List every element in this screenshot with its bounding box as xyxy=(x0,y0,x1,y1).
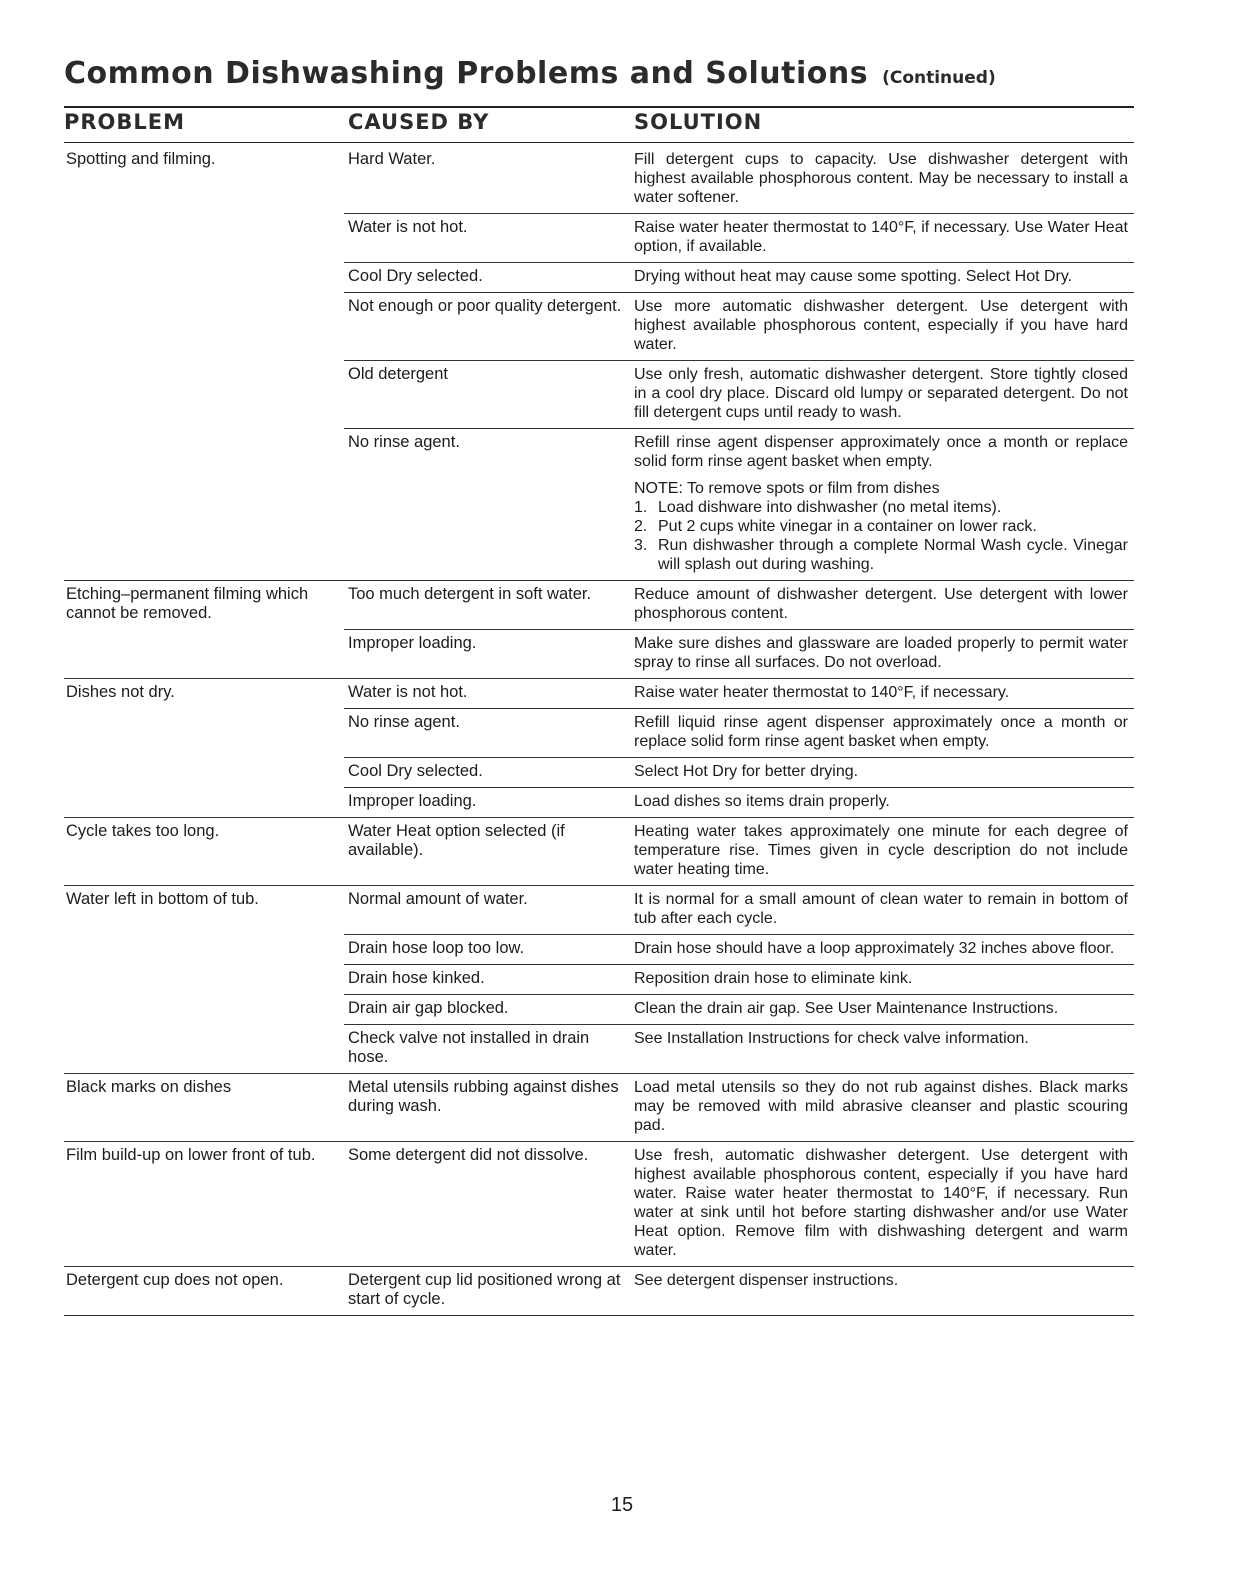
header-rule xyxy=(64,142,1134,143)
solution-text: Select Hot Dry for better drying. xyxy=(634,763,859,780)
table-row xyxy=(344,1024,1134,1073)
header-problem: PROBLEM xyxy=(64,110,186,134)
page-title xyxy=(64,56,996,91)
solution-text: Drying without heat may cause some spotting. Select Hot Dry. xyxy=(634,268,1073,285)
table-row xyxy=(344,757,1134,787)
solution-text: See Installation Instructions for check valve information. xyxy=(634,1030,1029,1047)
title-continued: (Continued) xyxy=(882,68,996,88)
solution-text: Use only fresh, automatic dishwasher detergent. Store tightly closed in a cool dry place. Discard old lumpy or separated detergent. Do not fill detergent cups until ready to wash. xyxy=(634,366,1128,421)
solution-text: Heating water takes approximately one minute for each degree of temperature rise. Times given in cycle description do not include water heating time. xyxy=(634,823,1128,878)
solution-text: See detergent dispenser instructions. xyxy=(634,1272,899,1289)
table-row xyxy=(344,964,1134,994)
problem-cell: Black marks on dishes xyxy=(66,1078,232,1096)
cause-cell: No rinse agent. xyxy=(348,433,460,451)
solution-cell xyxy=(634,1142,1134,1266)
solution-cell xyxy=(634,818,1134,885)
table-row xyxy=(344,886,1134,934)
table-row xyxy=(344,1074,1134,1141)
problem-group xyxy=(64,581,1134,679)
table-row xyxy=(344,360,1134,428)
solution-cell xyxy=(634,709,1134,757)
solution-cell xyxy=(634,581,1134,629)
note-lead: NOTE: To remove spots or film from dishes xyxy=(634,480,940,497)
table-row xyxy=(344,262,1134,292)
cause-cell: Hard Water. xyxy=(348,150,436,168)
problems-table xyxy=(64,146,1134,1316)
table-row xyxy=(344,146,1134,213)
page-number: 15 xyxy=(610,1494,634,1516)
problem-cell: Dishes not dry. xyxy=(66,683,175,701)
solution-cell xyxy=(634,146,1134,213)
table-row xyxy=(344,1267,1134,1315)
solution-text: Use fresh, automatic dishwasher detergent. Use detergent with highest available phosphorous content, especially if you have hard water. Raise water heater thermostat to 140°F, if necessary. Run water at sink until hot before starting dishwasher and/or use Water Heat option. Remove film with dishwashing detergent and warm water. xyxy=(634,1147,1128,1259)
cause-cell: Some detergent did not dissolve. xyxy=(348,1146,589,1164)
title-main: Common Dishwashing Problems and Solutions xyxy=(64,56,869,91)
solution-text: Raise water heater thermostat to 140°F, if necessary. xyxy=(634,684,1010,701)
cause-cell: Not enough or poor quality detergent. xyxy=(348,297,622,315)
solution-text: Clean the drain air gap. See User Maintenance Instructions. xyxy=(634,1000,1059,1017)
cause-cell: Improper loading. xyxy=(348,792,477,810)
problem-group xyxy=(64,886,1134,1074)
cause-cell: Old detergent xyxy=(348,365,448,383)
solution-text: Refill rinse agent dispenser approximately once a month or replace solid form rinse agent basket when empty. xyxy=(634,434,1128,470)
solution-text: Load metal utensils so they do not rub against dishes. Black marks may be removed with mild abrasive cleanser and plastic scouring pad. xyxy=(634,1079,1128,1134)
table-row xyxy=(344,934,1134,964)
table-row xyxy=(344,581,1134,629)
solution-text: Reposition drain hose to eliminate kink. xyxy=(634,970,913,987)
cause-cell: Cool Dry selected. xyxy=(348,267,483,285)
table-row xyxy=(344,292,1134,360)
solution-text: Drain hose should have a loop approximately 32 inches above floor. xyxy=(634,940,1115,957)
solution-text: Refill liquid rinse agent dispenser approximately once a month or replace solid form rinse agent basket when empty. xyxy=(634,714,1128,750)
cause-cell: Detergent cup lid positioned wrong at start of cycle. xyxy=(348,1271,621,1308)
solution-text: Raise water heater thermostat to 140°F, if necessary. Use Water Heat option, if available. xyxy=(634,219,1128,255)
note-step-number: 2. xyxy=(634,518,648,535)
solution-text: Reduce amount of dishwasher detergent. Use detergent with lower phosphorous content. xyxy=(634,586,1128,622)
problem-group xyxy=(64,1074,1134,1142)
table-row xyxy=(344,708,1134,757)
solution-cell xyxy=(634,293,1134,360)
cause-cell: Metal utensils rubbing against dishes during wash. xyxy=(348,1078,619,1115)
solution-cell xyxy=(634,630,1134,678)
header-solution: SOLUTION xyxy=(634,110,763,134)
note-step-text: Load dishware into dishwasher (no metal items). xyxy=(658,499,1002,516)
header-caused-by: CAUSED BY xyxy=(348,110,490,134)
cause-cell: Too much detergent in soft water. xyxy=(348,585,592,603)
solution-cell xyxy=(634,1025,1134,1073)
solution-cell xyxy=(634,758,1134,787)
note-step-text: Run dishwasher through a complete Normal Wash cycle. Vinegar will splash out during washing. xyxy=(658,537,1128,573)
problem-group xyxy=(64,818,1134,886)
cause-cell: Normal amount of water. xyxy=(348,890,528,908)
solution-cell xyxy=(634,886,1134,934)
table-row xyxy=(344,994,1134,1024)
note-step xyxy=(634,498,1128,517)
problem-cell: Cycle takes too long. xyxy=(66,822,220,840)
cause-cell: Improper loading. xyxy=(348,634,477,652)
solution-cell xyxy=(634,1267,1134,1315)
cause-cell: Water Heat option selected (if available). xyxy=(348,822,565,859)
table-row xyxy=(344,1142,1134,1266)
solution-text: It is normal for a small amount of clean water to remain in bottom of tub after each cycle. xyxy=(634,891,1128,927)
table-row xyxy=(344,213,1134,262)
table-row xyxy=(344,428,1134,580)
solution-cell xyxy=(634,788,1134,817)
note-step xyxy=(634,536,1128,574)
note-step-text: Put 2 cups white vinegar in a container on lower rack. xyxy=(658,518,1037,535)
table-row xyxy=(344,818,1134,885)
table-row xyxy=(344,679,1134,708)
solution-cell xyxy=(634,679,1134,708)
cause-cell: Water is not hot. xyxy=(348,683,468,701)
cause-cell: Water is not hot. xyxy=(348,218,468,236)
problem-group xyxy=(64,1142,1134,1267)
solution-cell xyxy=(634,214,1134,262)
table-row xyxy=(344,629,1134,678)
problem-cell: Water left in bottom of tub. xyxy=(66,890,259,908)
solution-text: Make sure dishes and glassware are loaded properly to permit water spray to rinse all surfaces. Do not overload. xyxy=(634,635,1128,671)
note-step-number: 3. xyxy=(634,537,648,554)
note-step xyxy=(634,517,1128,536)
solution-cell xyxy=(634,995,1134,1024)
problem-cell: Detergent cup does not open. xyxy=(66,1271,284,1289)
problem-cell: Film build-up on lower front of tub. xyxy=(66,1146,316,1164)
cause-cell: Drain air gap blocked. xyxy=(348,999,509,1017)
solution-text: Fill detergent cups to capacity. Use dishwasher detergent with highest available phosphorous content. May be necessary to install a water softener. xyxy=(634,151,1128,206)
note-step-number: 1. xyxy=(634,499,648,516)
solution-cell xyxy=(634,935,1134,964)
solution-cell xyxy=(634,361,1134,428)
cause-cell: Drain hose kinked. xyxy=(348,969,485,987)
cause-cell: Drain hose loop too low. xyxy=(348,939,525,957)
solution-cell xyxy=(634,429,1134,580)
solution-cell xyxy=(634,965,1134,994)
table-row xyxy=(344,787,1134,817)
solution-text: Use more automatic dishwasher detergent. Use detergent with highest available phosphorous content, especially if you have hard water. xyxy=(634,298,1128,353)
problem-group xyxy=(64,146,1134,581)
solution-cell xyxy=(634,1074,1134,1141)
cause-cell: No rinse agent. xyxy=(348,713,460,731)
problem-group xyxy=(64,679,1134,818)
solution-cell xyxy=(634,263,1134,292)
note-block xyxy=(634,479,1128,574)
solution-text: Load dishes so items drain properly. xyxy=(634,793,890,810)
problem-group xyxy=(64,1267,1134,1316)
problem-cell: Etching–permanent filming which cannot be removed. xyxy=(66,585,309,622)
cause-cell: Check valve not installed in drain hose. xyxy=(348,1029,590,1066)
problem-cell: Spotting and filming. xyxy=(66,150,216,168)
title-rule xyxy=(64,106,1134,108)
cause-cell: Cool Dry selected. xyxy=(348,762,483,780)
